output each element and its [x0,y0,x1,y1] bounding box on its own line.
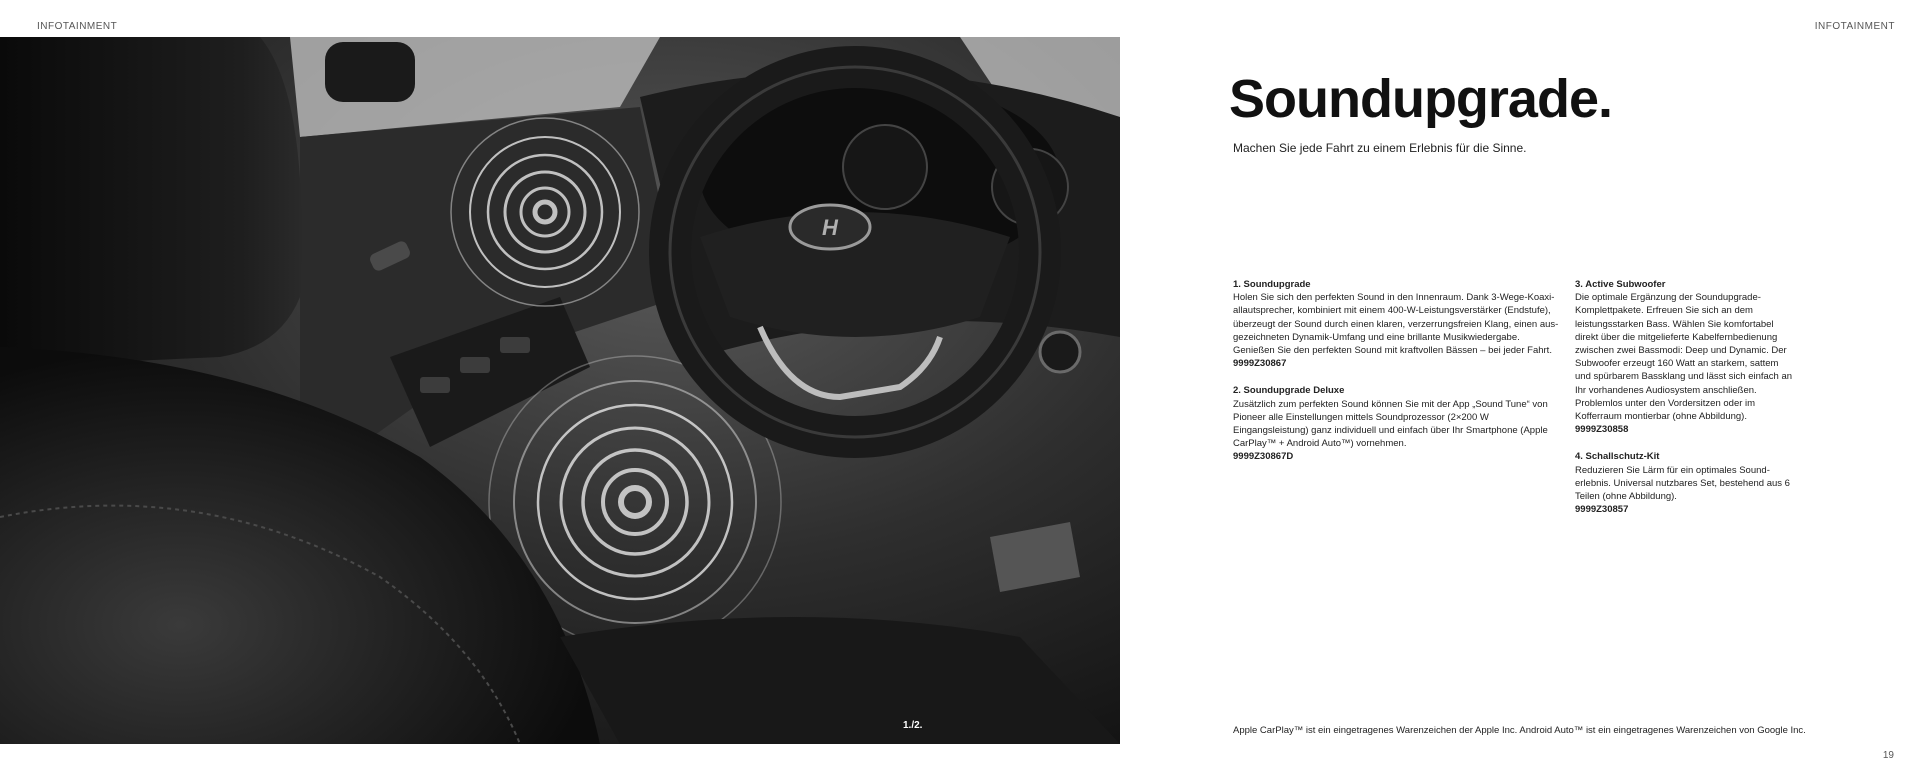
product-description: Holen Sie sich den perfekten Sound in den Innenraum. Dank 3-Wege-Koaxi-allautsprecher, kombiniert mit einem 400-W-Leistungsverstärker (Endstufe), überzeugt der Sound durch einen klaren, verzerrungsfreien Klang, einen aus-gezeichneten Dynamik-Umfang und eine brillante Musikwiedergabe. Genießen Sie den perfekten Sound mit kraftvollen Bässen – bei jeder Fahrt. [1233,292,1559,357]
product-description: Reduzieren Sie Lärm für ein optimales Sound-erlebnis. Universal nutzbares Set, bestehend aus 6 Teilen (ohne Abbildung). [1575,464,1790,503]
product-item [1233,278,1563,370]
product-code: 9999Z30867 [1233,358,1287,370]
product-title: 2. Soundupgrade Deluxe [1233,385,1345,397]
product-item [1575,278,1795,436]
product-item [1575,450,1795,516]
car-interior-photo [0,37,1120,744]
section-label-left: INFOTAINMENT [37,21,118,32]
product-title: 4. Schallschutz-Kit [1575,451,1660,463]
page-number: 19 [1882,750,1894,761]
page-subtitle: Machen Sie jede Fahrt zu einem Erlebnis für die Sinne. [1233,141,1527,155]
product-title: 1. Soundupgrade [1233,279,1311,290]
page-title: Soundupgrade. [1229,69,1612,129]
product-item [1233,384,1563,463]
product-description: Die optimale Ergänzung der Soundupgrade-Komplettpakete. Erfreuen Sie sich an dem leistungsstarken Bass. Wählen Sie komfortabel direkt über die mitgelieferte Kabelfernbedienung zwischen zwei Bassmodi: Deep und Dynamic. Der Subwoofer erzeugt 160 Watt an starkem, sattem und spürbarem Bassklang und lässt sich einfach an Ihr vorhandenes Audiosystem anschließen. Problemlos unter den Vordersitzen oder im Kofferraum montierbar (ohne Abbildung). [1575,292,1793,423]
product-column-right [1575,278,1795,530]
product-code: 9999Z30857 [1575,504,1629,516]
section-label-right: INFOTAINMENT [1814,21,1895,32]
image-callout-marker: 1./2. [903,720,923,731]
product-column-left [1233,278,1563,478]
svg-text:H: H [822,215,838,240]
product-description: Zusätzlich zum perfekten Sound können Sie mit der App „Sound Tune“ von Pioneer alle Einstellungen mittels Soundprozessor (2×200 W Eingangsleistung) ganz individuell und einfach über Ihr Smartphone (Apple CarPlay™ + Android Auto™) vornehmen. [1233,398,1548,450]
product-code: 9999Z30858 [1575,424,1629,436]
trademark-footnote: Apple CarPlay™ ist ein eingetragenes Warenzeichen der Apple Inc. Android Auto™ ist ein eingetragenes Warenzeichen von Google Inc. [1233,725,1806,736]
product-title: 3. Active Subwoofer [1575,279,1666,290]
product-code: 9999Z30867D [1233,451,1294,463]
